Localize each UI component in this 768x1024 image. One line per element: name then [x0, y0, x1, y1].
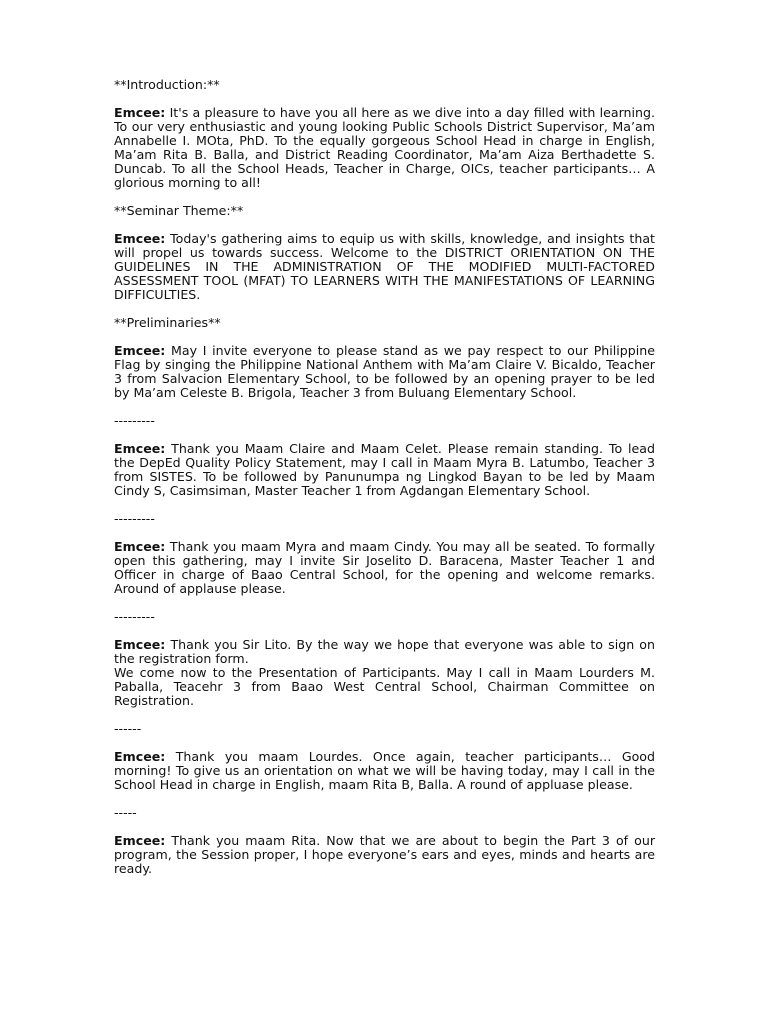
paragraph-opening	[114, 540, 655, 596]
paragraph-deped-text: Thank you Maam Claire and Maam Celet. Please remain standing. To lead the DepEd Quality Policy Statement, may I call in Maam Myra B. Latumbo, Teacher 3 from SISTES. To be followed by Panunumpa ng Lingkod Bayan to be led by Maam Cindy S, Casimsiman, Master Teacher 1 from Agdangan Elementary School.	[114, 441, 655, 498]
document-page	[114, 78, 655, 890]
paragraph-deped	[114, 442, 655, 498]
heading-introduction: **Introduction:**	[114, 77, 220, 92]
speaker-label: Emcee:	[114, 343, 166, 358]
separator: ---------	[114, 511, 155, 526]
paragraph-registration-text-1: Thank you Sir Lito. By the way we hope that everyone was able to sign on the registration form.	[114, 637, 655, 666]
paragraph-opening-text: Thank you maam Myra and maam Cindy. You may all be seated. To formally open this gathering, may I invite Sir Joselito D. Baracena, Master Teacher 1 and Officer in charge of Baao Central School, for the opening and welcome remarks. Around of applause please.	[114, 539, 655, 596]
heading-preliminaries: **Preliminaries**	[114, 315, 221, 330]
heading-seminar-theme: **Seminar Theme:**	[114, 203, 244, 218]
speaker-label: Emcee:	[114, 749, 166, 764]
speaker-label: Emcee:	[114, 105, 166, 120]
paragraph-orientation	[114, 750, 655, 792]
paragraph-intro-text: It's a pleasure to have you all here as we dive into a day filled with learning. To our very enthusiastic and young looking Public Schools District Supervisor, Ma’am Annabelle I. MOta, PhD. To the equally gorgeous School Head in charge in English, Ma’am Rita B. Balla, and District Reading Coordinator, Ma’am Aiza Berthadette S. Duncab. To all the School Heads, Teacher in Charge, OICs, teacher participants… A glorious morning to all!	[114, 105, 655, 190]
speaker-label: Emcee:	[114, 637, 166, 652]
paragraph-orientation-text: Thank you maam Lourdes. Once again, teacher participants… Good morning! To give us an orientation on what we will be having today, may I call in the School Head in charge in English, maam Rita B, Balla. A round of appluase please.	[114, 749, 655, 792]
paragraph-anthem-text: May I invite everyone to please stand as we pay respect to our Philippine Flag by singing the Philippine National Anthem with Ma’am Claire V. Bicaldo, Teacher 3 from Salvacion Elementary School, to be followed by an opening prayer to be led by Ma’am Celeste B. Brigola, Teacher 3 from Buluang Elementary School.	[114, 343, 655, 400]
separator: ---------	[114, 609, 155, 624]
paragraph-session	[114, 834, 655, 876]
separator: ---------	[114, 413, 155, 428]
paragraph-intro	[114, 106, 655, 190]
speaker-label: Emcee:	[114, 539, 166, 554]
paragraph-registration-text-2: We come now to the Presentation of Participants. May I call in Maam Lourders M. Paballa, Teacehr 3 from Baao West Central School, Chairman Committee on Registration.	[114, 665, 655, 708]
paragraph-registration	[114, 638, 655, 708]
separator: -----	[114, 805, 137, 820]
separator: ------	[114, 721, 142, 736]
paragraph-theme-text: Today's gathering aims to equip us with skills, knowledge, and insights that will propel us towards success. Welcome to the DISTRICT ORIENTATION ON THE GUIDELINES IN THE ADMINISTRATION OF THE MODIFIED MULTI-FACTORED ASSESSMENT TOOL (MFAT) TO LEARNERS WITH THE MANIFESTATIONS OF LEARNING DIFFICULTIES.	[114, 231, 655, 302]
speaker-label: Emcee:	[114, 231, 166, 246]
paragraph-theme	[114, 232, 655, 302]
speaker-label: Emcee:	[114, 833, 166, 848]
paragraph-anthem	[114, 344, 655, 400]
speaker-label: Emcee:	[114, 441, 166, 456]
paragraph-session-text: Thank you maam Rita. Now that we are about to begin the Part 3 of our program, the Session proper, I hope everyone’s ears and eyes, minds and hearts are ready.	[114, 833, 655, 876]
